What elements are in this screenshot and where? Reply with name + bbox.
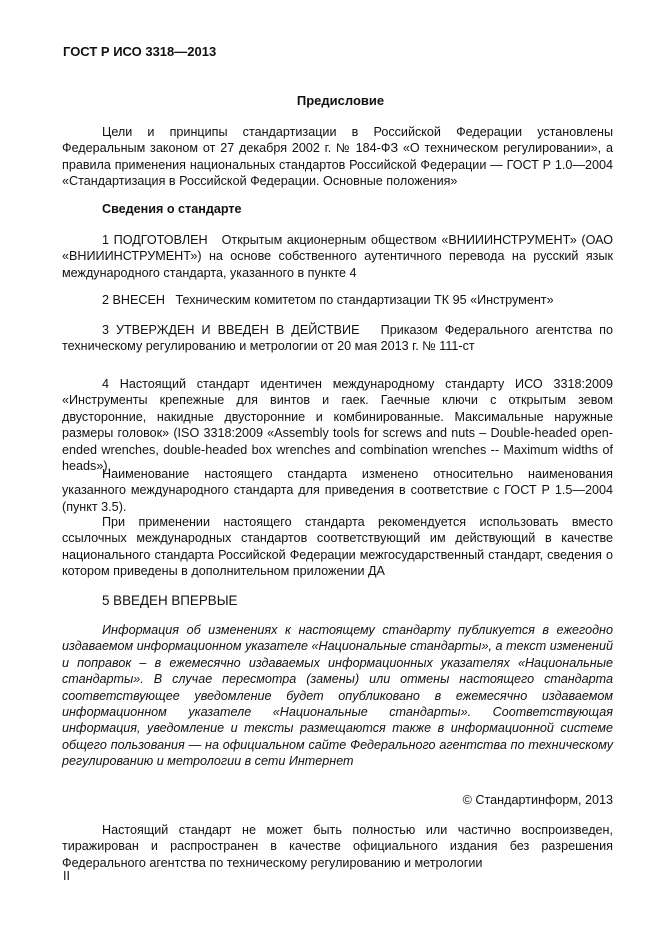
section-heading: Сведения о стандарте <box>102 202 242 216</box>
page-title: Предисловие <box>296 93 385 108</box>
item-5-paragraph: 5 ВВЕДЕН ВПЕРВЫЕ <box>102 593 238 608</box>
item-3-label: 3 УТВЕРЖДЕН И ВВЕДЕН В ДЕЙСТВИЕ <box>102 323 360 337</box>
item-2-label: 2 ВНЕСЕН <box>102 293 165 307</box>
item-3-paragraph <box>62 322 613 355</box>
reproduction-notice: Настоящий стандарт не может быть полностью или частично воспроизведен, тиражирован и распространен в качестве официального издания без разрешения Федерального агентства по техническому регулированию и метрологии <box>62 823 613 870</box>
document-code: ГОСТ Р ИСО 3318—2013 <box>63 44 217 59</box>
change-notice: Информация об изменениях к настоящему стандарту публикуется в ежегодно издаваемом информационном указателе «Национальные стандарты», а текст изменений и поправок – в ежемесячно издаваемых информационных указателях «Национальные стандарты». В случае пересмотра (замены) или отмены настоящего стандарта соответствующее уведомление будет опубликовано в ежемесячно издаваемом информационном указателе «Национальные стандарты». Соответствующая информация, уведомление и тексты размещаются также в информационной системе общего пользования — на официальном сайте Федерального агентства по техническому регулированию и метрологии в сети Интернет <box>62 623 613 769</box>
item-4-references-note: При применении настоящего стандарта рекомендуется использовать вместо ссылочных международных стандартов соответствующий им действующий в качестве национального стандарта Российской Федерации межгосударственный стандарт, сведения о котором приведены в дополнительном приложении ДА <box>62 515 613 579</box>
item-2-paragraph <box>62 292 613 308</box>
item-1-paragraph <box>62 232 613 281</box>
copyright-line: © Стандартинформ, 2013 <box>462 793 613 807</box>
intro-paragraph: Цели и принципы стандартизации в Российской Федерации установлены Федеральным законом от 27 декабря 2002 г. № 184-ФЗ «О техническом регулировании», а правила применения национальных стандартов Российской Федерации — ГОСТ Р 1.0—2004 «Стандартизация в Российской Федерации. Основные положения» <box>62 125 613 189</box>
item-2-text: Техническим комитетом по стандартизации ТК 95 «Инструмент» <box>175 293 554 307</box>
item-1-label: 1 ПОДГОТОВЛЕН <box>102 233 208 247</box>
item-3-text: Приказом Федерального агентства по техническому регулированию и метрологии от 20 мая 2013 г. № 111-ст <box>62 323 614 354</box>
item-1-text: Открытым акционерным обществом «ВНИИИНСТРУМЕНТ» (ОАО «ВНИИИНСТРУМЕНТ») на основе собственного аутентичного перевода на русский язык международного стандарта, указанного в пункте 4 <box>62 233 614 280</box>
item-4-renaming-note: Наименование настоящего стандарта изменено относительно наименования указанного международного стандарта для приведения в соответствие с ГОСТ Р 1.5—2004 (пункт 3.5). <box>62 467 613 514</box>
page-number: II <box>63 869 70 883</box>
item-4-paragraph: 4 Настоящий стандарт идентичен международному стандарту ИСО 3318:2009 «Инструменты крепежные для винтов и гаек. Гаечные ключи с открытым зевом двусторонние, накидные двусторонние и комбинированные. Максимальные наружные размеры головок» (ISO 3318:2009 «Assembly tools for screws and nuts – Double-headed open-ended wrenches, double-headed box wrenches and combination wrenches -- Maximum widths of heads»). <box>62 377 613 474</box>
